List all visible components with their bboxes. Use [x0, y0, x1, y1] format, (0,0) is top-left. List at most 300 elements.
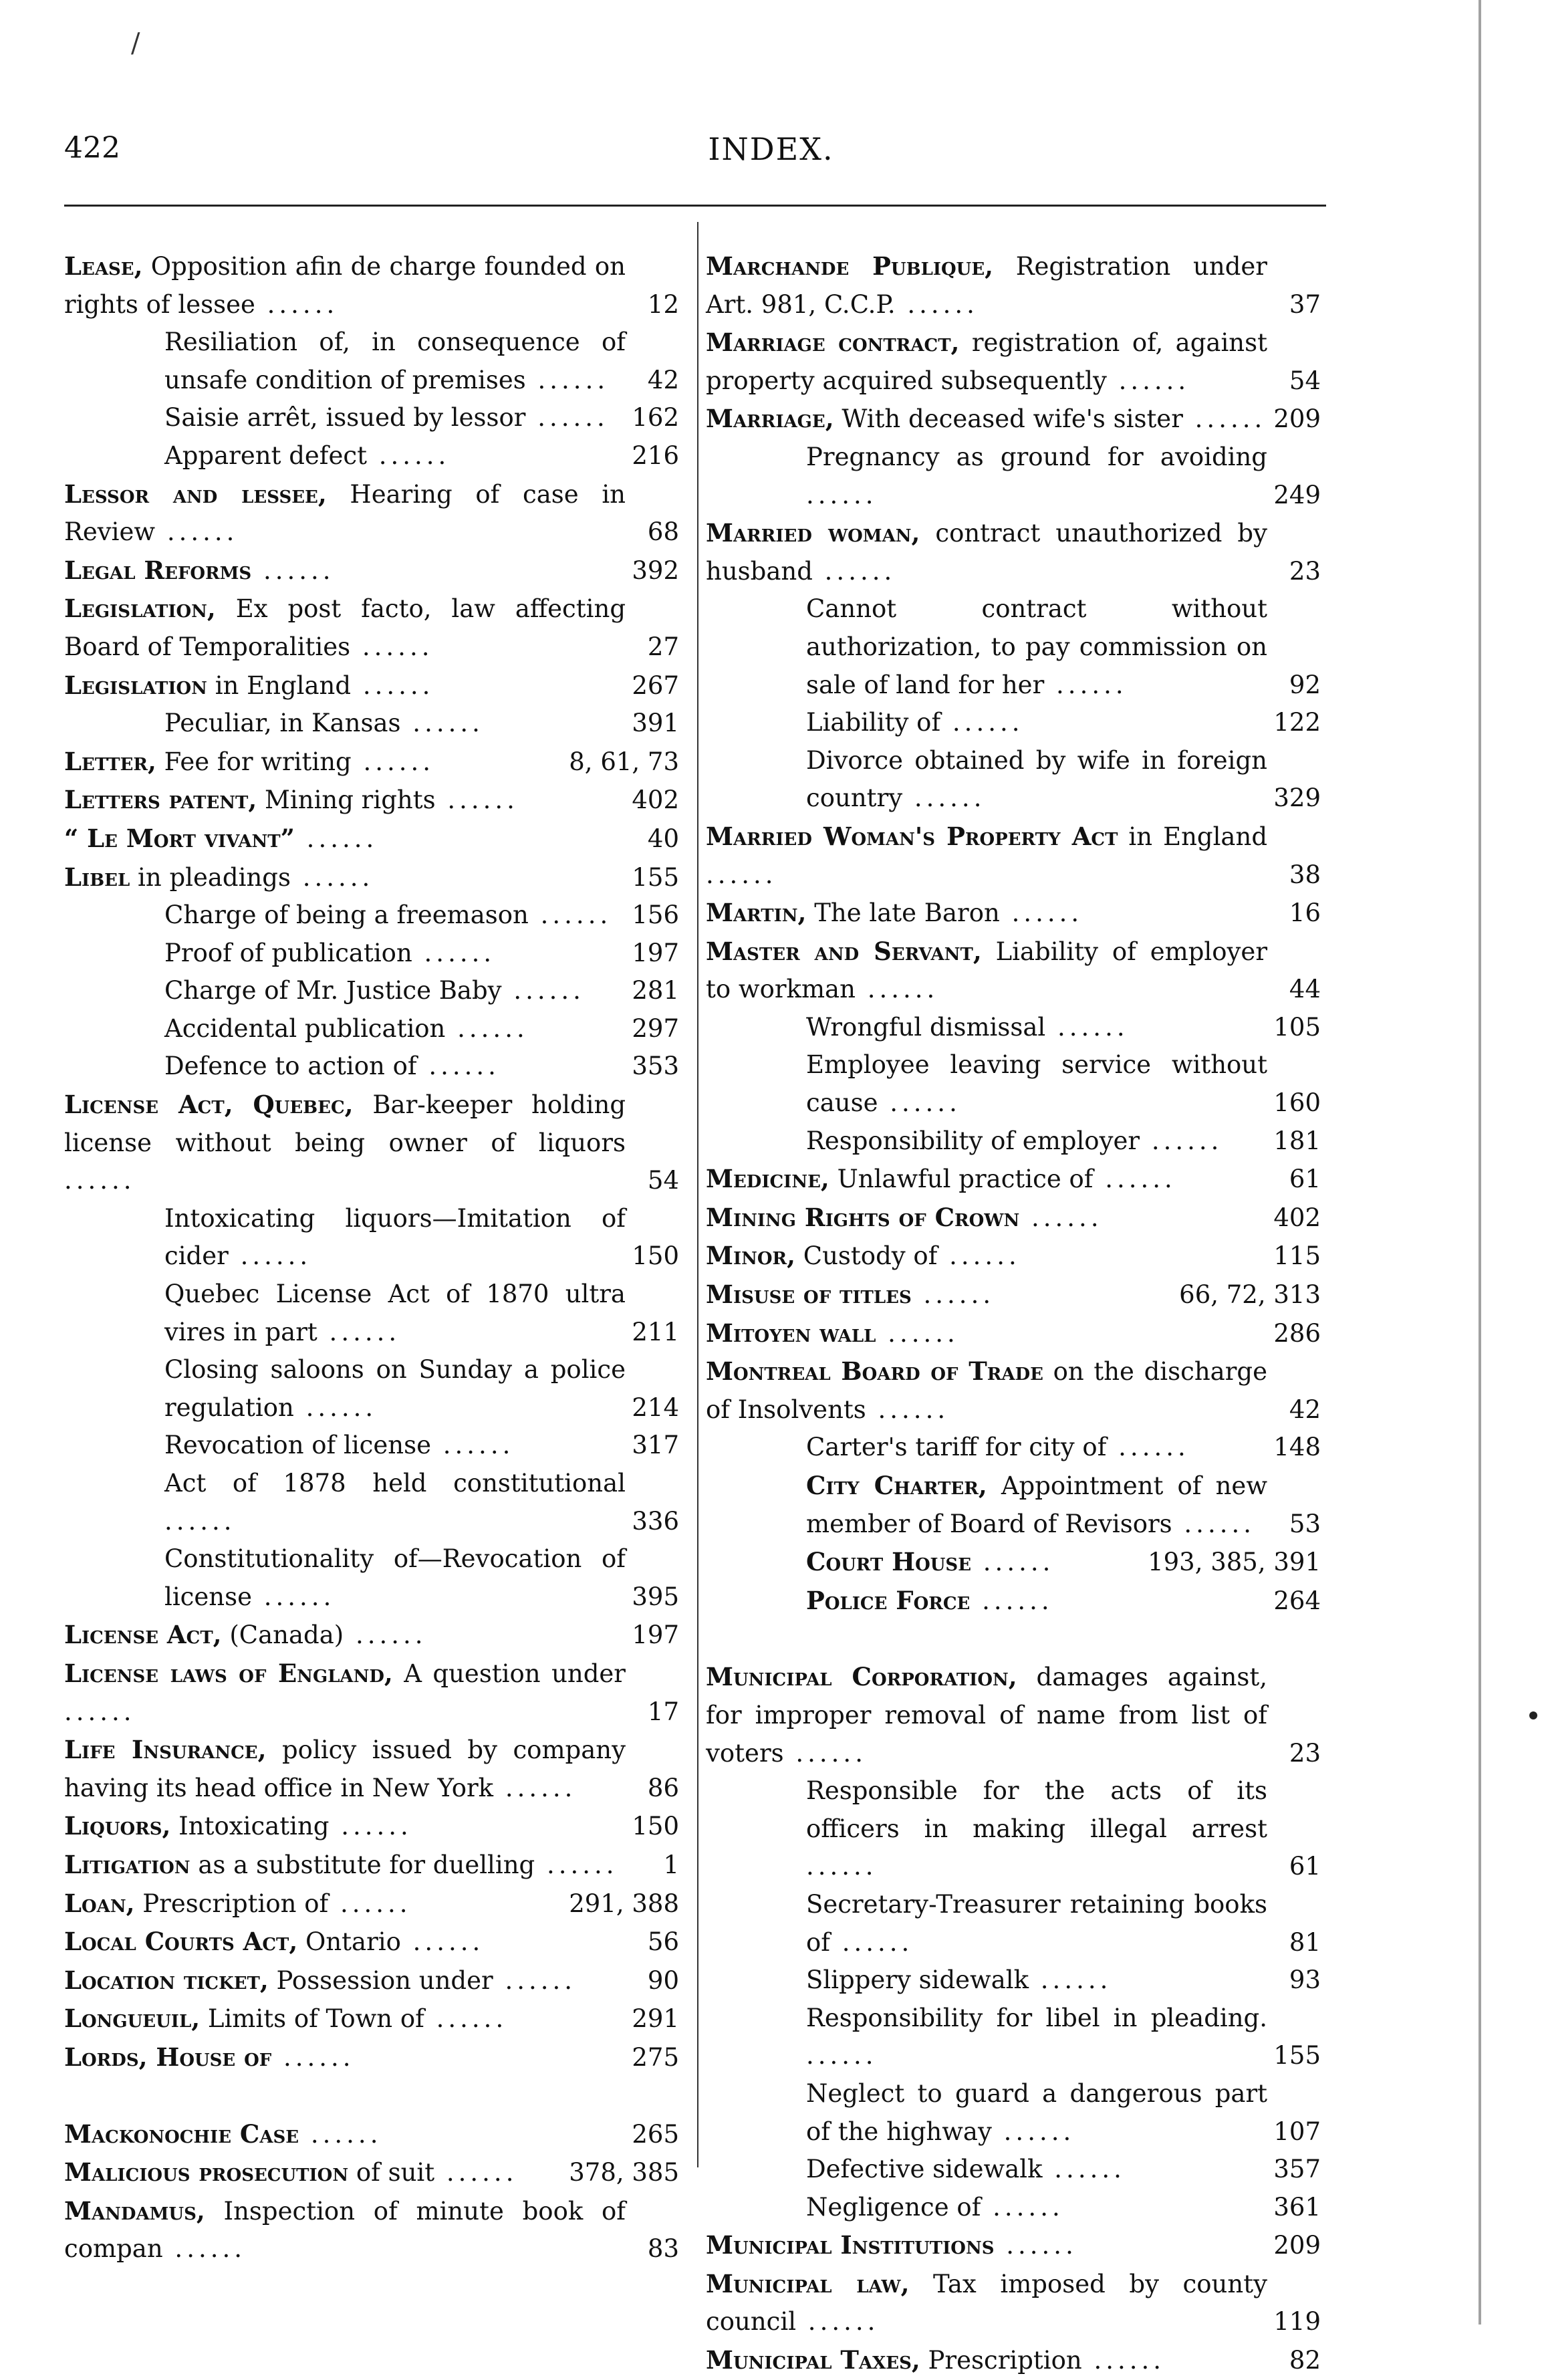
page-reference: 392	[632, 556, 679, 585]
leader-dots: ......	[317, 1317, 401, 1346]
index-entry	[64, 1807, 679, 1846]
leader-dots: ......	[431, 1431, 515, 1460]
index-entry	[706, 400, 1321, 439]
leader-dots: ......	[806, 480, 878, 509]
index-entry	[64, 2192, 679, 2268]
entry-heading: Lessor and lessee,	[64, 479, 327, 509]
leader-dots: ......	[528, 901, 612, 930]
leader-dots: ......	[255, 289, 339, 319]
entry-text: Peculiar, in Kansas	[164, 709, 401, 738]
leader-dots: ......	[351, 671, 434, 700]
page-reference: 56	[647, 1927, 679, 1957]
page-reference: 329	[1273, 784, 1321, 813]
entry-text: Responsibility of employer	[806, 1126, 1140, 1155]
page-reference: 264	[1273, 1586, 1321, 1615]
leader-dots: ......	[970, 1586, 1053, 1615]
leader-dots: ......	[299, 2119, 382, 2149]
entry-heading: Municipal law,	[706, 2268, 910, 2298]
entry-text: Secretary-Treasurer retaining books of	[806, 1889, 1267, 1957]
entry-heading: License Act, Quebec,	[64, 1090, 354, 1120]
page-reference: 92	[1289, 670, 1321, 699]
leader-dots: ......	[366, 441, 451, 470]
index-column-left	[64, 247, 679, 2268]
leader-dots: ......	[350, 632, 434, 661]
leader-dots: ......	[999, 899, 1083, 928]
entry-heading: Life Insurance,	[64, 1735, 267, 1765]
index-entry	[64, 590, 679, 666]
entry-text: Proof of publication	[164, 938, 412, 967]
entry-text: Act of 1878 held constitutional	[164, 1469, 626, 1498]
entry-heading: Marchande Publique,	[706, 251, 994, 281]
index-subentry	[164, 1427, 679, 1465]
entry-text: Revocation of license	[164, 1431, 432, 1460]
entry-text: Closing saloons on Sunday a police regulation	[164, 1355, 626, 1422]
page-reference: 214	[632, 1393, 679, 1422]
index-subentry	[164, 1540, 679, 1616]
page-reference: 209	[1273, 404, 1321, 434]
page-reference: 156	[632, 901, 679, 930]
index-entry	[706, 1160, 1321, 1199]
entry-text: Responsibility for libel in pleading.	[806, 2003, 1267, 2032]
leader-dots: ......	[445, 1014, 529, 1043]
entry-heading: Married woman,	[706, 518, 920, 548]
page-reference: 193, 385, 391	[1148, 1548, 1321, 1577]
index-entry	[706, 1658, 1321, 1772]
index-entry	[64, 1655, 679, 1731]
index-entry	[706, 894, 1321, 933]
leader-dots: ......	[1106, 366, 1190, 395]
index-entry	[706, 2226, 1321, 2265]
entry-heading: Location ticket,	[64, 1965, 269, 1995]
entry-text: (Canada)	[221, 1621, 344, 1650]
leader-dots: ......	[1081, 2346, 1166, 2375]
index-subentry	[806, 1772, 1321, 1886]
index-entry	[64, 1616, 679, 1655]
leader-dots: ......	[64, 1166, 136, 1195]
page-reference: 61	[1289, 1165, 1321, 1194]
entry-text: damages against, for improper removal of name from list of voters	[706, 1663, 1267, 1768]
leader-dots: ......	[1044, 670, 1128, 699]
entry-heading: Letter,	[64, 746, 156, 776]
entry-heading: Mandamus,	[64, 2195, 205, 2226]
entry-text: in pleadings	[130, 862, 291, 892]
entry-text: Accidental publication	[164, 1014, 446, 1043]
page-reference: 361	[1273, 2192, 1321, 2222]
leader-dots: ......	[252, 1582, 336, 1611]
leader-dots: ......	[228, 1241, 312, 1271]
entry-text: Mining rights	[257, 786, 436, 815]
entry-text: Intoxicating	[170, 1812, 330, 1841]
page-reference: 23	[1289, 556, 1321, 586]
index-entry	[706, 1314, 1321, 1353]
entry-text: Prescription of	[134, 1889, 329, 1918]
entry-text: Charge of Mr. Justice Baby	[164, 976, 502, 1005]
page-reference: 197	[632, 938, 679, 967]
page-reference: 23	[1289, 1738, 1321, 1768]
page-reference: 148	[1273, 1433, 1321, 1462]
page-reference: 107	[1273, 2117, 1321, 2146]
page-title: INDEX.	[708, 131, 834, 167]
entry-text: The late Baron	[806, 899, 1000, 928]
entry-text: of suit	[348, 2158, 435, 2187]
leader-dots: ......	[895, 289, 979, 319]
page-reference: 209	[1273, 2231, 1321, 2260]
leader-dots: ......	[981, 2192, 1064, 2222]
entry-text: policy issued by company having its head office in New York	[64, 1736, 626, 1802]
entry-heading: Malicious prosecution	[64, 2157, 349, 2187]
entry-text: in England	[207, 671, 352, 700]
index-subentry	[806, 704, 1321, 742]
leader-dots: ......	[796, 2307, 880, 2337]
page-reference: 357	[1273, 2155, 1321, 2184]
entry-heading: Legislation,	[64, 594, 216, 624]
entry-text: With deceased wife's sister	[833, 404, 1183, 434]
page-reference: 105	[1273, 1012, 1321, 1042]
index-entry	[64, 2038, 679, 2077]
leader-dots: ......	[1140, 1126, 1223, 1155]
leader-dots: ......	[902, 784, 986, 813]
index-subentry	[164, 1048, 679, 1086]
leader-dots: ......	[344, 1621, 427, 1650]
entry-text: Ontario	[297, 1927, 401, 1957]
index-entry	[64, 1923, 679, 1961]
entry-text: Bar-keeper holding license without being owner of liquors	[64, 1090, 626, 1157]
leader-dots: ......	[64, 1697, 136, 1726]
index-subentry	[164, 1276, 679, 1351]
index-entry	[64, 743, 679, 782]
index-entry	[64, 247, 679, 324]
leader-dots: ......	[251, 556, 335, 585]
leader-dots: ......	[329, 1812, 412, 1841]
entry-heading: Municipal Institutions	[706, 2230, 995, 2260]
entry-text: Fee for writing	[156, 747, 352, 776]
page-reference: 211	[632, 1317, 679, 1346]
page-reference: 162	[632, 403, 679, 433]
leader-dots: ......	[525, 365, 610, 394]
index-subentry	[806, 2189, 1321, 2227]
entry-heading: Municipal Taxes,	[706, 2345, 920, 2375]
binding-edge	[1479, 0, 1481, 2325]
entry-text: Charge of being a freemason	[164, 901, 529, 930]
page-reference: 1	[663, 1850, 679, 1879]
leader-dots: ......	[806, 2041, 878, 2070]
page-reference: 160	[1273, 1088, 1321, 1118]
index-subentry	[806, 2000, 1321, 2075]
index-subentry	[164, 705, 679, 743]
entry-text: Custody of	[795, 1241, 938, 1271]
index-subentry	[806, 1543, 1321, 1582]
page-reference: 16	[1289, 899, 1321, 928]
index-entry	[64, 1731, 679, 1807]
leader-dots: ......	[293, 1393, 378, 1422]
entry-text: Pregnancy as ground for avoiding	[806, 442, 1267, 471]
index-subentry	[164, 1465, 679, 1540]
index-entry	[706, 514, 1321, 590]
leader-dots: ......	[155, 517, 239, 547]
leader-dots: ......	[878, 1088, 961, 1118]
index-subentry	[164, 972, 679, 1010]
leader-dots: ......	[501, 976, 585, 1005]
page-reference: 44	[1289, 975, 1321, 1004]
index-entry	[706, 2265, 1321, 2341]
page-reference: 119	[1273, 2307, 1321, 2337]
leader-dots: ......	[290, 862, 374, 892]
entry-heading: City Charter,	[806, 1471, 987, 1500]
entry-heading: Mackonochie Case	[64, 2119, 299, 2149]
page-reference: 402	[1273, 1203, 1321, 1232]
leader-dots: ......	[525, 403, 609, 433]
index-entry	[706, 1237, 1321, 1276]
index-entry	[64, 667, 679, 705]
entry-text: Neglect to guard a dangerous part of the highway	[806, 2078, 1267, 2146]
page-reference: 267	[632, 671, 679, 700]
entry-text: Liability of employer to workman	[706, 937, 1268, 1004]
entry-heading: Libel	[64, 862, 130, 892]
index-subentry	[164, 897, 679, 935]
entry-heading: Montreal Board of Trade	[706, 1356, 1043, 1387]
leader-dots: ......	[416, 1052, 500, 1081]
page-reference: 53	[1289, 1509, 1321, 1538]
entry-text: A question under	[392, 1659, 626, 1688]
page-reference: 249	[1273, 480, 1321, 509]
leader-dots: ......	[162, 2234, 247, 2264]
entry-text: Saisie arrêt, issued by lessor	[164, 403, 526, 433]
index-entry	[64, 475, 679, 552]
entry-text: Hearing of case in Review	[64, 479, 626, 547]
leader-dots: ......	[294, 824, 378, 853]
leader-dots: ......	[164, 1506, 236, 1536]
page-reference: 38	[1289, 860, 1321, 889]
page-reference: 82	[1289, 2346, 1321, 2375]
entry-text: Inspection of minute book of compan	[64, 2196, 626, 2264]
leader-dots: ......	[783, 1738, 867, 1768]
page-reference: 68	[647, 517, 679, 547]
leader-dots: ......	[493, 1773, 577, 1802]
index-subentry	[806, 1886, 1321, 1961]
page-reference: 42	[647, 365, 679, 394]
page-reference: 42	[1289, 1395, 1321, 1424]
entry-text: Ex post facto, law affecting Board of Temporalities	[64, 594, 626, 661]
index-entry	[706, 818, 1321, 894]
index-entry	[64, 1961, 679, 2000]
entry-heading: Longueuil,	[64, 2004, 201, 2034]
entry-text: Divorce obtained by wife in foreign country	[806, 745, 1267, 813]
entry-text: Limits of Town of	[200, 2004, 424, 2034]
page-reference: 17	[647, 1697, 679, 1726]
leader-dots: ......	[876, 1318, 959, 1348]
index-entry	[64, 1885, 679, 1923]
leader-dots: ......	[400, 709, 484, 738]
page-reference: 155	[1273, 2041, 1321, 2070]
leader-dots: ......	[806, 1852, 878, 1881]
entry-heading: Legal Reforms	[64, 555, 252, 585]
leader-dots: ......	[424, 2004, 508, 2034]
page-reference: 86	[647, 1773, 679, 1802]
entry-text: Registration under Art. 981, C.C.P.	[706, 252, 1267, 319]
index-subentry	[806, 439, 1321, 514]
entry-heading: Court House	[806, 1547, 972, 1577]
leader-dots: ......	[400, 1927, 485, 1957]
entry-heading: Liquors,	[64, 1811, 171, 1841]
page-reference: 115	[1273, 1241, 1321, 1271]
entry-heading: Martin,	[706, 898, 807, 928]
index-subentry	[806, 2075, 1321, 2151]
entry-heading: Loan,	[64, 1888, 135, 1918]
index-subentry	[806, 742, 1321, 818]
index-entry	[64, 820, 679, 858]
leader-dots: ......	[1182, 404, 1267, 434]
index-subentry	[164, 1010, 679, 1048]
page-reference: 281	[632, 976, 679, 1005]
page-reference: 155	[632, 862, 679, 892]
page-reference: 353	[632, 1052, 679, 1081]
index-entry	[706, 1276, 1321, 1314]
index-subentry	[164, 399, 679, 437]
entry-heading: Married Woman's Property Act	[706, 821, 1118, 851]
entry-text: Slippery sidewalk	[806, 1966, 1029, 1995]
index-subentry	[806, 1429, 1321, 1467]
leader-dots: ......	[1019, 1203, 1103, 1232]
index-entry	[706, 933, 1321, 1009]
page-reference: 291	[632, 2004, 679, 2034]
page-reference: 378, 385	[569, 2158, 679, 2187]
index-entry	[64, 781, 679, 820]
stray-pen-mark: /	[131, 28, 140, 59]
index-entry	[64, 552, 679, 590]
entry-heading: “ Le Mort vivant”	[64, 823, 295, 853]
page-reference: 275	[632, 2042, 679, 2072]
entry-text: Defence to action of	[164, 1052, 417, 1081]
entry-text: Employee leaving service without cause	[806, 1050, 1267, 1118]
leader-dots: ......	[434, 2158, 518, 2187]
entry-text: Carter's tariff for city of	[806, 1433, 1107, 1462]
leader-dots: ......	[991, 2117, 1075, 2146]
leader-dots: ......	[493, 1966, 577, 1995]
leader-dots: ......	[866, 1395, 950, 1424]
index-column-right	[706, 247, 1321, 2380]
index-subentry	[806, 1009, 1321, 1047]
leader-dots: ......	[271, 2042, 355, 2072]
entry-text: Opposition afin de charge founded on rights of lessee	[64, 252, 626, 319]
column-divider	[697, 222, 698, 2167]
leader-dots: ......	[855, 975, 939, 1004]
entry-heading: Lease,	[64, 251, 143, 281]
page-reference: 391	[632, 709, 679, 738]
index-subentry	[164, 1351, 679, 1427]
entry-text: Negligence of	[806, 2192, 981, 2222]
index-entry	[64, 2153, 679, 2192]
leader-dots: ......	[1106, 1433, 1190, 1462]
leader-dots: ......	[1045, 1012, 1129, 1042]
page-reference: 197	[632, 1621, 679, 1650]
page-reference: 8, 61, 73	[569, 747, 679, 776]
page-reference: 402	[632, 786, 679, 815]
entry-heading: Misuse of titles	[706, 1280, 912, 1310]
page-reference: 54	[1289, 366, 1321, 395]
page-reference: 336	[632, 1506, 679, 1536]
index-entry	[706, 324, 1321, 400]
entry-text: Cannot contract without authorization, to pay commission on sale of land for her	[806, 594, 1267, 699]
entry-heading: Mining Rights of Crown	[706, 1202, 1020, 1232]
entry-text: Responsible for the acts of its officers in making illegal arrest	[806, 1776, 1267, 1843]
leader-dots: ......	[1029, 1966, 1112, 1995]
entry-heading: Litigation	[64, 1849, 190, 1879]
page-reference: 181	[1273, 1126, 1321, 1155]
page-reference: 81	[1289, 1927, 1321, 1957]
page-reference: 150	[632, 1241, 679, 1271]
index-subentry	[806, 2151, 1321, 2189]
page-reference: 27	[647, 632, 679, 661]
index-subentry	[164, 437, 679, 475]
entry-text: Apparent defect	[164, 441, 367, 470]
index-subentry	[806, 1122, 1321, 1161]
entry-text: Resiliation of, in consequence of unsafe condition of premises	[164, 328, 626, 394]
index-entry	[64, 2000, 679, 2038]
entry-text: as a substitute for duelling	[190, 1850, 535, 1879]
index-entry	[64, 2115, 679, 2154]
entry-heading: Mitoyen wall	[706, 1318, 876, 1348]
entry-heading: Legislation	[64, 670, 207, 700]
entry-heading: Municipal Corporation,	[706, 1662, 1017, 1692]
leader-dots: ......	[1172, 1509, 1255, 1538]
entry-heading: Medicine,	[706, 1164, 829, 1194]
entry-text: in England	[1118, 822, 1268, 851]
index-entry	[706, 2341, 1321, 2380]
entry-heading: License laws of England,	[64, 1658, 393, 1688]
page-reference: 37	[1289, 289, 1321, 319]
entry-text: contract unauthorized by husband	[706, 519, 1268, 586]
leader-dots: ......	[351, 747, 435, 776]
page-reference: 93	[1289, 1966, 1321, 1995]
page-reference: 66, 72, 313	[1179, 1280, 1321, 1310]
section-gap	[706, 1620, 1321, 1658]
entry-text: Tax imposed by county council	[706, 2269, 1267, 2337]
page-reference: 122	[1273, 708, 1321, 737]
entry-heading: Lords, House of	[64, 2042, 272, 2072]
entry-text: registration of, against property acquired subsequently	[706, 328, 1267, 395]
entry-text: Liability of	[806, 708, 941, 737]
entry-text: Defective sidewalk	[806, 2155, 1043, 2184]
page-reference: 61	[1289, 1852, 1321, 1881]
page-reference: 286	[1273, 1318, 1321, 1348]
page-number: 422	[64, 131, 120, 165]
index-subentry	[806, 1961, 1321, 2000]
entry-text: on the discharge of Insolvents	[706, 1357, 1267, 1424]
index-entry	[706, 247, 1321, 324]
ink-spot	[1529, 1711, 1537, 1719]
page-reference: 83	[647, 2234, 679, 2264]
entry-text: Unlawful practice of	[829, 1165, 1094, 1194]
index-entry	[706, 1199, 1321, 1237]
entry-heading: Minor,	[706, 1241, 796, 1271]
leader-dots: ......	[911, 1280, 995, 1310]
index-subentry	[806, 590, 1321, 704]
leader-dots: ......	[1042, 2155, 1126, 2184]
entry-text: Prescription	[920, 2346, 1082, 2375]
index-entry	[64, 1846, 679, 1885]
entry-heading: Marriage,	[706, 404, 834, 434]
leader-dots: ......	[1093, 1165, 1176, 1194]
entry-text: Possession under	[268, 1966, 493, 1995]
entry-text: Wrongful dismissal	[806, 1012, 1046, 1042]
leader-dots: ......	[812, 556, 896, 586]
leader-dots: ......	[971, 1548, 1055, 1577]
index-entry	[64, 858, 679, 897]
index-subentry	[164, 1200, 679, 1276]
leader-dots: ......	[994, 2231, 1077, 2260]
page-reference: 90	[647, 1966, 679, 1995]
leader-dots: ......	[328, 1889, 412, 1918]
